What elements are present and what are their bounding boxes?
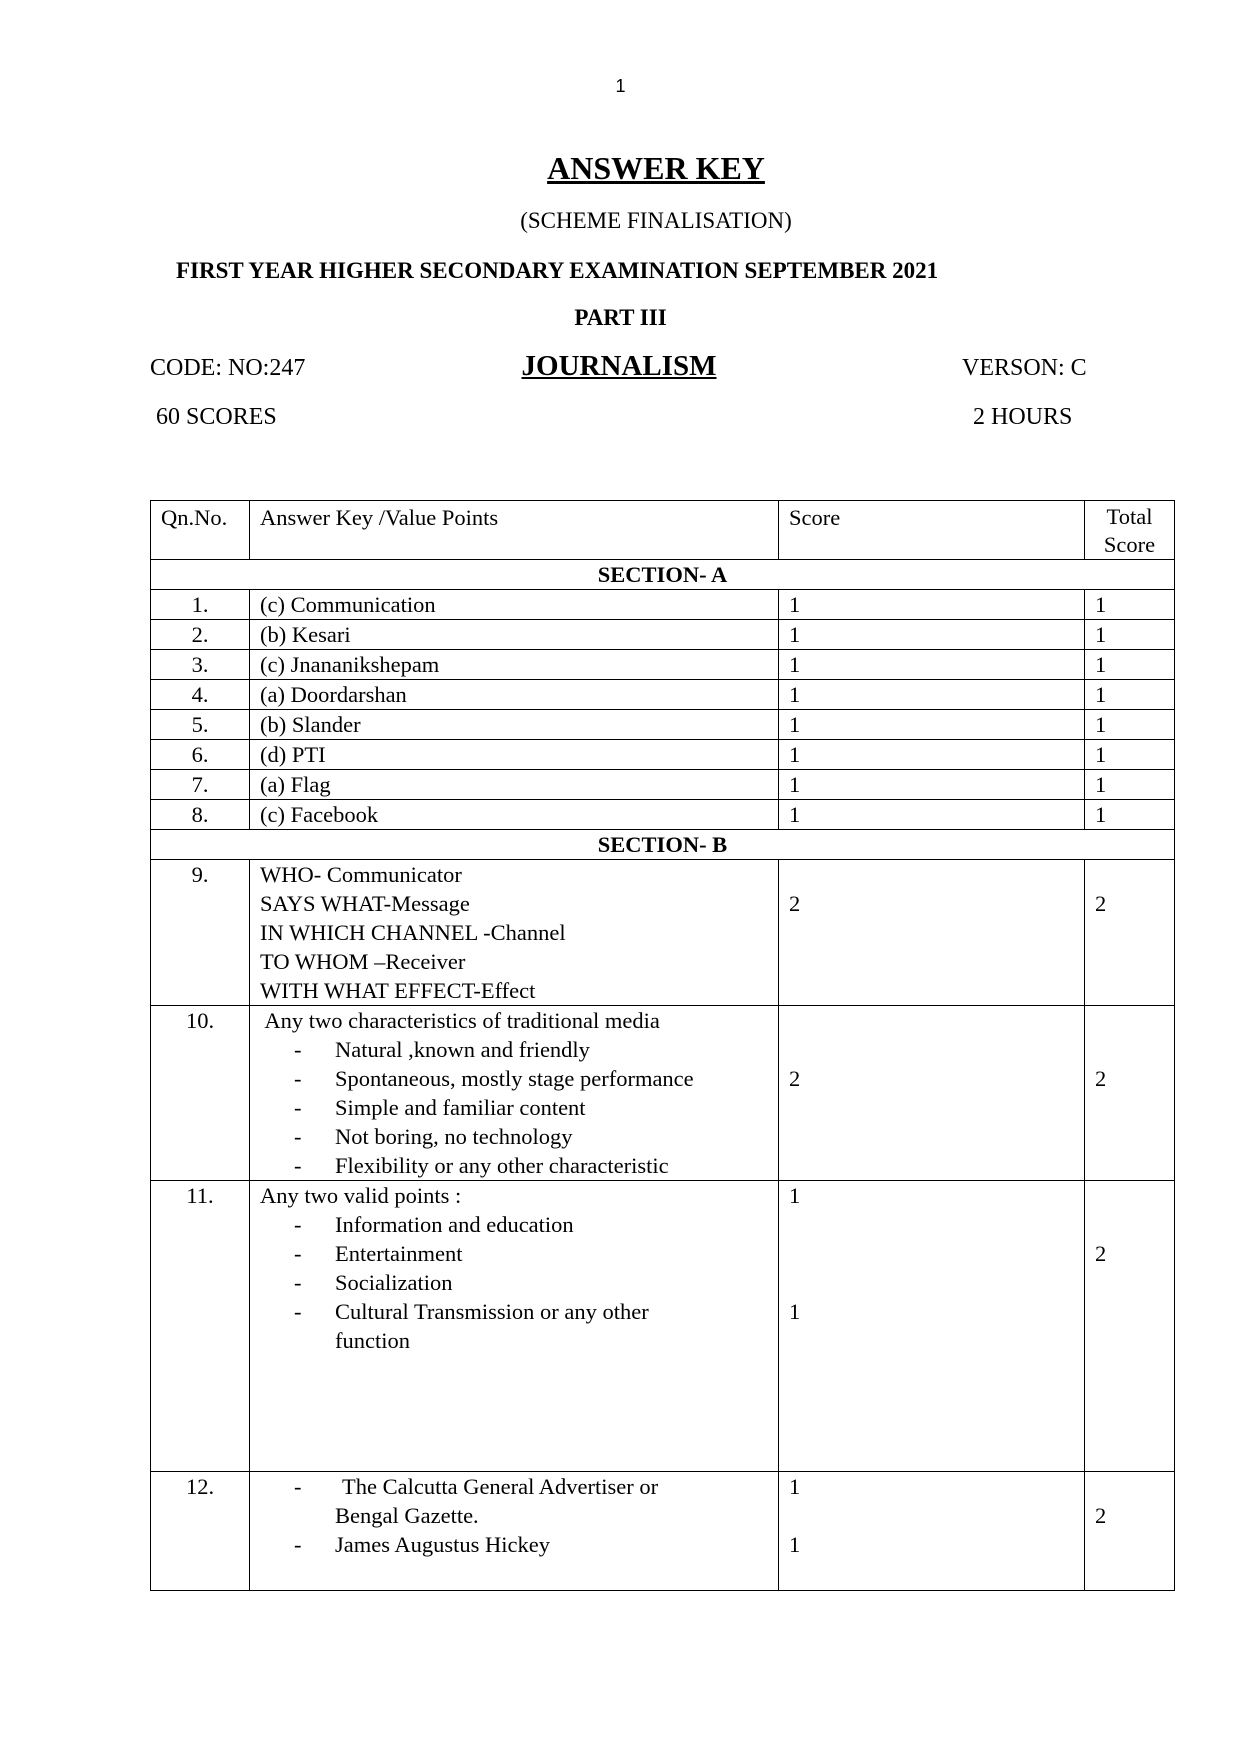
score-cell: 1 xyxy=(779,710,1085,740)
question-number: 3. xyxy=(151,650,250,680)
score-cell: 1 xyxy=(779,620,1085,650)
question-number: 4. xyxy=(151,680,250,710)
list-item: - Natural ,known and friendly xyxy=(294,1035,768,1064)
section-heading-row xyxy=(151,560,1175,590)
header-total-score xyxy=(1085,501,1175,560)
answer-line: function xyxy=(335,1328,410,1353)
total-cell: 1 xyxy=(1085,710,1175,740)
total-value: 2 xyxy=(1095,1066,1107,1091)
list-item: - Simple and familiar content xyxy=(294,1093,768,1122)
list-item: - Information and education xyxy=(294,1210,768,1239)
table-row xyxy=(151,1472,1175,1591)
score-value: 1 xyxy=(789,1183,801,1208)
list-item: - Not boring, no technology xyxy=(294,1122,768,1151)
section-a-heading: SECTION- A xyxy=(151,560,1175,590)
score-value: 1 xyxy=(789,1474,801,1499)
max-scores: 60 SCORES xyxy=(156,404,277,430)
answer-line: IN WHICH CHANNEL -Channel xyxy=(260,920,566,945)
total-cell xyxy=(1085,1006,1175,1181)
answer-intro: Any two valid points : xyxy=(260,1183,462,1208)
page-number: 1 xyxy=(615,76,626,96)
question-number: 2. xyxy=(151,620,250,650)
section-heading-row xyxy=(151,830,1175,860)
subject-code: CODE: NO:247 xyxy=(150,355,306,381)
answer-line: TO WHOM –Receiver xyxy=(260,949,466,974)
question-number: 12. xyxy=(151,1472,250,1591)
answer-points-list xyxy=(260,1035,768,1180)
answer-line: WHO- Communicator xyxy=(260,862,462,887)
total-cell: 1 xyxy=(1085,590,1175,620)
answer-cell: (b) Kesari xyxy=(250,620,779,650)
table-row xyxy=(151,770,1175,800)
table-row xyxy=(151,860,1175,1006)
header-answer: Answer Key /Value Points xyxy=(250,501,779,560)
score-cell xyxy=(779,1472,1085,1591)
answer-cell: (b) Slander xyxy=(250,710,779,740)
total-cell: 1 xyxy=(1085,650,1175,680)
question-number: 7. xyxy=(151,770,250,800)
table-row xyxy=(151,1181,1175,1472)
document-subtitle: (SCHEME FINALISATION) xyxy=(520,208,792,233)
question-number: 1. xyxy=(151,590,250,620)
question-number: 5. xyxy=(151,710,250,740)
subject-name: JOURNALISM xyxy=(521,350,717,382)
total-cell xyxy=(1085,1472,1175,1591)
list-item: - Spontaneous, mostly stage performance xyxy=(294,1064,768,1093)
answer-line: Bengal Gazette. xyxy=(335,1503,479,1528)
list-item: - Entertainment xyxy=(294,1239,768,1268)
total-cell: 1 xyxy=(1085,800,1175,830)
list-item: - James Augustus Hickey xyxy=(294,1530,768,1559)
total-cell: 1 xyxy=(1085,680,1175,710)
question-number: 9. xyxy=(151,860,250,1006)
answer-cell xyxy=(250,860,779,1006)
answer-key-table xyxy=(150,500,1175,1591)
score-cell: 1 xyxy=(779,590,1085,620)
table-row xyxy=(151,1006,1175,1181)
answer-intro: Any two characteristics of traditional media xyxy=(260,1008,660,1033)
score-cell: 1 xyxy=(779,680,1085,710)
answer-cell: (c) Facebook xyxy=(250,800,779,830)
list-item: - Socialization xyxy=(294,1268,768,1297)
list-item: - Cultural Transmission or any other xyxy=(294,1297,768,1326)
answer-cell: (a) Flag xyxy=(250,770,779,800)
question-number: 11. xyxy=(151,1181,250,1472)
score-value: 2 xyxy=(789,1066,801,1091)
list-item: - The Calcutta General Advertiser or xyxy=(294,1472,768,1501)
table-row xyxy=(151,590,1175,620)
document-title: ANSWER KEY xyxy=(547,150,765,186)
score-value: 1 xyxy=(789,1532,801,1557)
table-row xyxy=(151,620,1175,650)
question-number: 6. xyxy=(151,740,250,770)
header-total-line1: Total xyxy=(1106,504,1153,529)
answer-cell xyxy=(250,1472,779,1591)
section-b-heading: SECTION- B xyxy=(151,830,1175,860)
answer-line: WITH WHAT EFFECT-Effect xyxy=(260,978,536,1003)
score-cell: 1 xyxy=(779,650,1085,680)
table-row xyxy=(151,740,1175,770)
total-cell xyxy=(1085,1181,1175,1472)
answer-cell: (a) Doordarshan xyxy=(250,680,779,710)
table-header-row xyxy=(151,501,1175,560)
answer-cell: (d) PTI xyxy=(250,740,779,770)
exam-name: FIRST YEAR HIGHER SECONDARY EXAMINATION SEPTEMBER 2021 xyxy=(176,258,939,283)
header-qn: Qn.No. xyxy=(151,501,250,560)
total-cell: 1 xyxy=(1085,740,1175,770)
total-cell: 1 xyxy=(1085,620,1175,650)
answer-points-list xyxy=(260,1530,768,1559)
answer-cell: (c) Jnananikshepam xyxy=(250,650,779,680)
score-cell: 1 xyxy=(779,740,1085,770)
question-number: 10. xyxy=(151,1006,250,1181)
version-label: VERSON: C xyxy=(962,355,1087,381)
total-cell xyxy=(1085,860,1175,1006)
answer-points-list xyxy=(260,1472,768,1501)
answer-line: SAYS WHAT-Message xyxy=(260,891,470,916)
total-value: 2 xyxy=(1095,1503,1107,1528)
score-cell: 1 xyxy=(779,770,1085,800)
table-row xyxy=(151,800,1175,830)
question-number: 8. xyxy=(151,800,250,830)
header-score: Score xyxy=(779,501,1085,560)
total-cell: 1 xyxy=(1085,770,1175,800)
header-total-line2: Score xyxy=(1103,532,1156,557)
total-value: 2 xyxy=(1095,891,1107,916)
exam-part: PART III xyxy=(574,305,667,330)
score-value: 2 xyxy=(789,891,801,916)
answer-points-list xyxy=(260,1210,768,1326)
score-value: 1 xyxy=(789,1299,801,1324)
score-cell xyxy=(779,1181,1085,1472)
score-cell xyxy=(779,1006,1085,1181)
answer-cell xyxy=(250,1181,779,1472)
table-row xyxy=(151,680,1175,710)
score-cell xyxy=(779,860,1085,1006)
table-row xyxy=(151,710,1175,740)
table-row xyxy=(151,650,1175,680)
list-item: - Flexibility or any other characteristic xyxy=(294,1151,768,1180)
answer-cell xyxy=(250,1006,779,1181)
total-value: 2 xyxy=(1095,1241,1107,1266)
duration: 2 HOURS xyxy=(973,404,1073,430)
score-cell: 1 xyxy=(779,800,1085,830)
answer-cell: (c) Communication xyxy=(250,590,779,620)
